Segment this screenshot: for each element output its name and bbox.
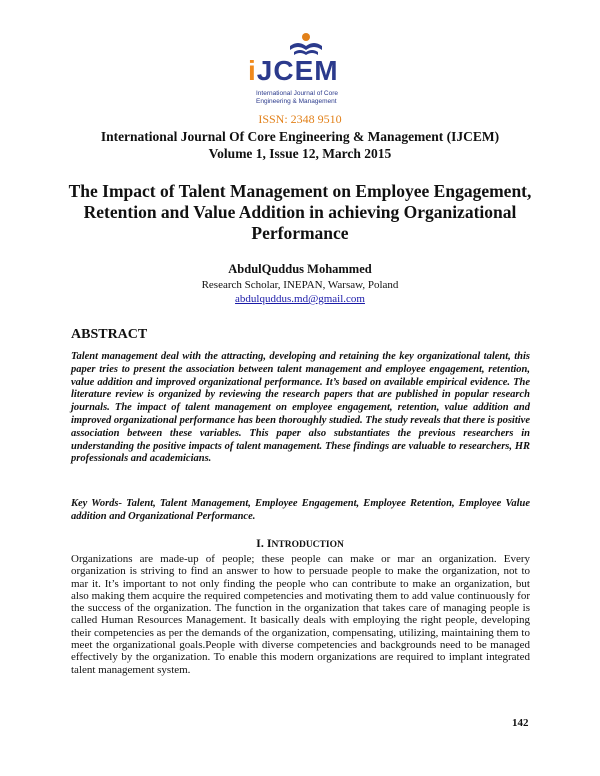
issn: ISSN: 2348 9510: [258, 112, 342, 126]
author-email: [0, 292, 600, 306]
keywords: Key Words- Talent, Talent Management, Employee Engagement, Employee Retention, Employee Value addition and Organizational Performance.: [71, 498, 530, 522]
paper-title: The Impact of Talent Management on Employee Engagement, Retention and Value Addition in achieving Organizational Performance: [68, 181, 532, 243]
logo-wordmark: [248, 56, 339, 86]
logo-wordmark-i: i: [248, 55, 257, 86]
abstract-text: Talent management deal with the attracting, developing and retaining the key organizational talent, this paper tries to present the association between talent management and employee engagement, retention, value addition and improved organizational performance. It’s based on available empirical evidence. The literature review is organized by reviewing the research papers that are published in popular research journals. The impact of talent management on employee engagement, retention, value addition and improved organizational performance has been thoroughly studied. The study reveals that there is positive association between these variables. This paper also substantiates the previous researchers in understanding the positive impacts of talent management. These findings are valuable to researchers, HR professionals and academicians.: [71, 351, 530, 465]
journal-name: International Journal Of Core Engineering & Management (IJCEM): [100, 129, 500, 144]
page-number: 142: [512, 717, 529, 729]
author-email-link[interactable]: abdulquddus.md@gmail.com: [235, 293, 365, 305]
author-affiliation: Research Scholar, INEPAN, Warsaw, Poland: [201, 279, 399, 291]
author-name: AbdulQuddus Mohammed: [228, 262, 372, 276]
logo-subtitle: International Journal of Core Engineering & Management: [256, 90, 339, 105]
section-title-initial: I: [266, 536, 272, 550]
journal-logo: [248, 32, 358, 112]
section-title-rest: NTRODUCTION: [271, 540, 344, 550]
section-heading-introduction: [0, 536, 600, 551]
abstract-heading: ABSTRACT: [71, 327, 148, 342]
journal-header: [0, 128, 600, 162]
introduction-text: Organizations are made-up of people; these people can make or mar an organization. Every organization is striving to find an answer to how to persuade people to make the organization, not to mar it. It’s important to not only finding the people who can contribute to make an organization, but also making them acquire the required competencies and motivating them to add value continuously for the success of the organization. The function in the organization that takes care of managing people is called Human Resources Management. It basically deals with employing the right people, developing their competencies as per the demands of the organization, compensating, utilizing, maintaining them to meet the organizational goals.People with diverse competencies and backgrounds need to be managed effectively by the organization. To enable this modern organizations are required to implant integrated talent management system.: [71, 553, 530, 676]
section-number: I.: [256, 536, 264, 550]
logo-wordmark-rest: JCEM: [256, 55, 339, 86]
journal-volume: Volume 1, Issue 12, March 2015: [208, 146, 392, 161]
